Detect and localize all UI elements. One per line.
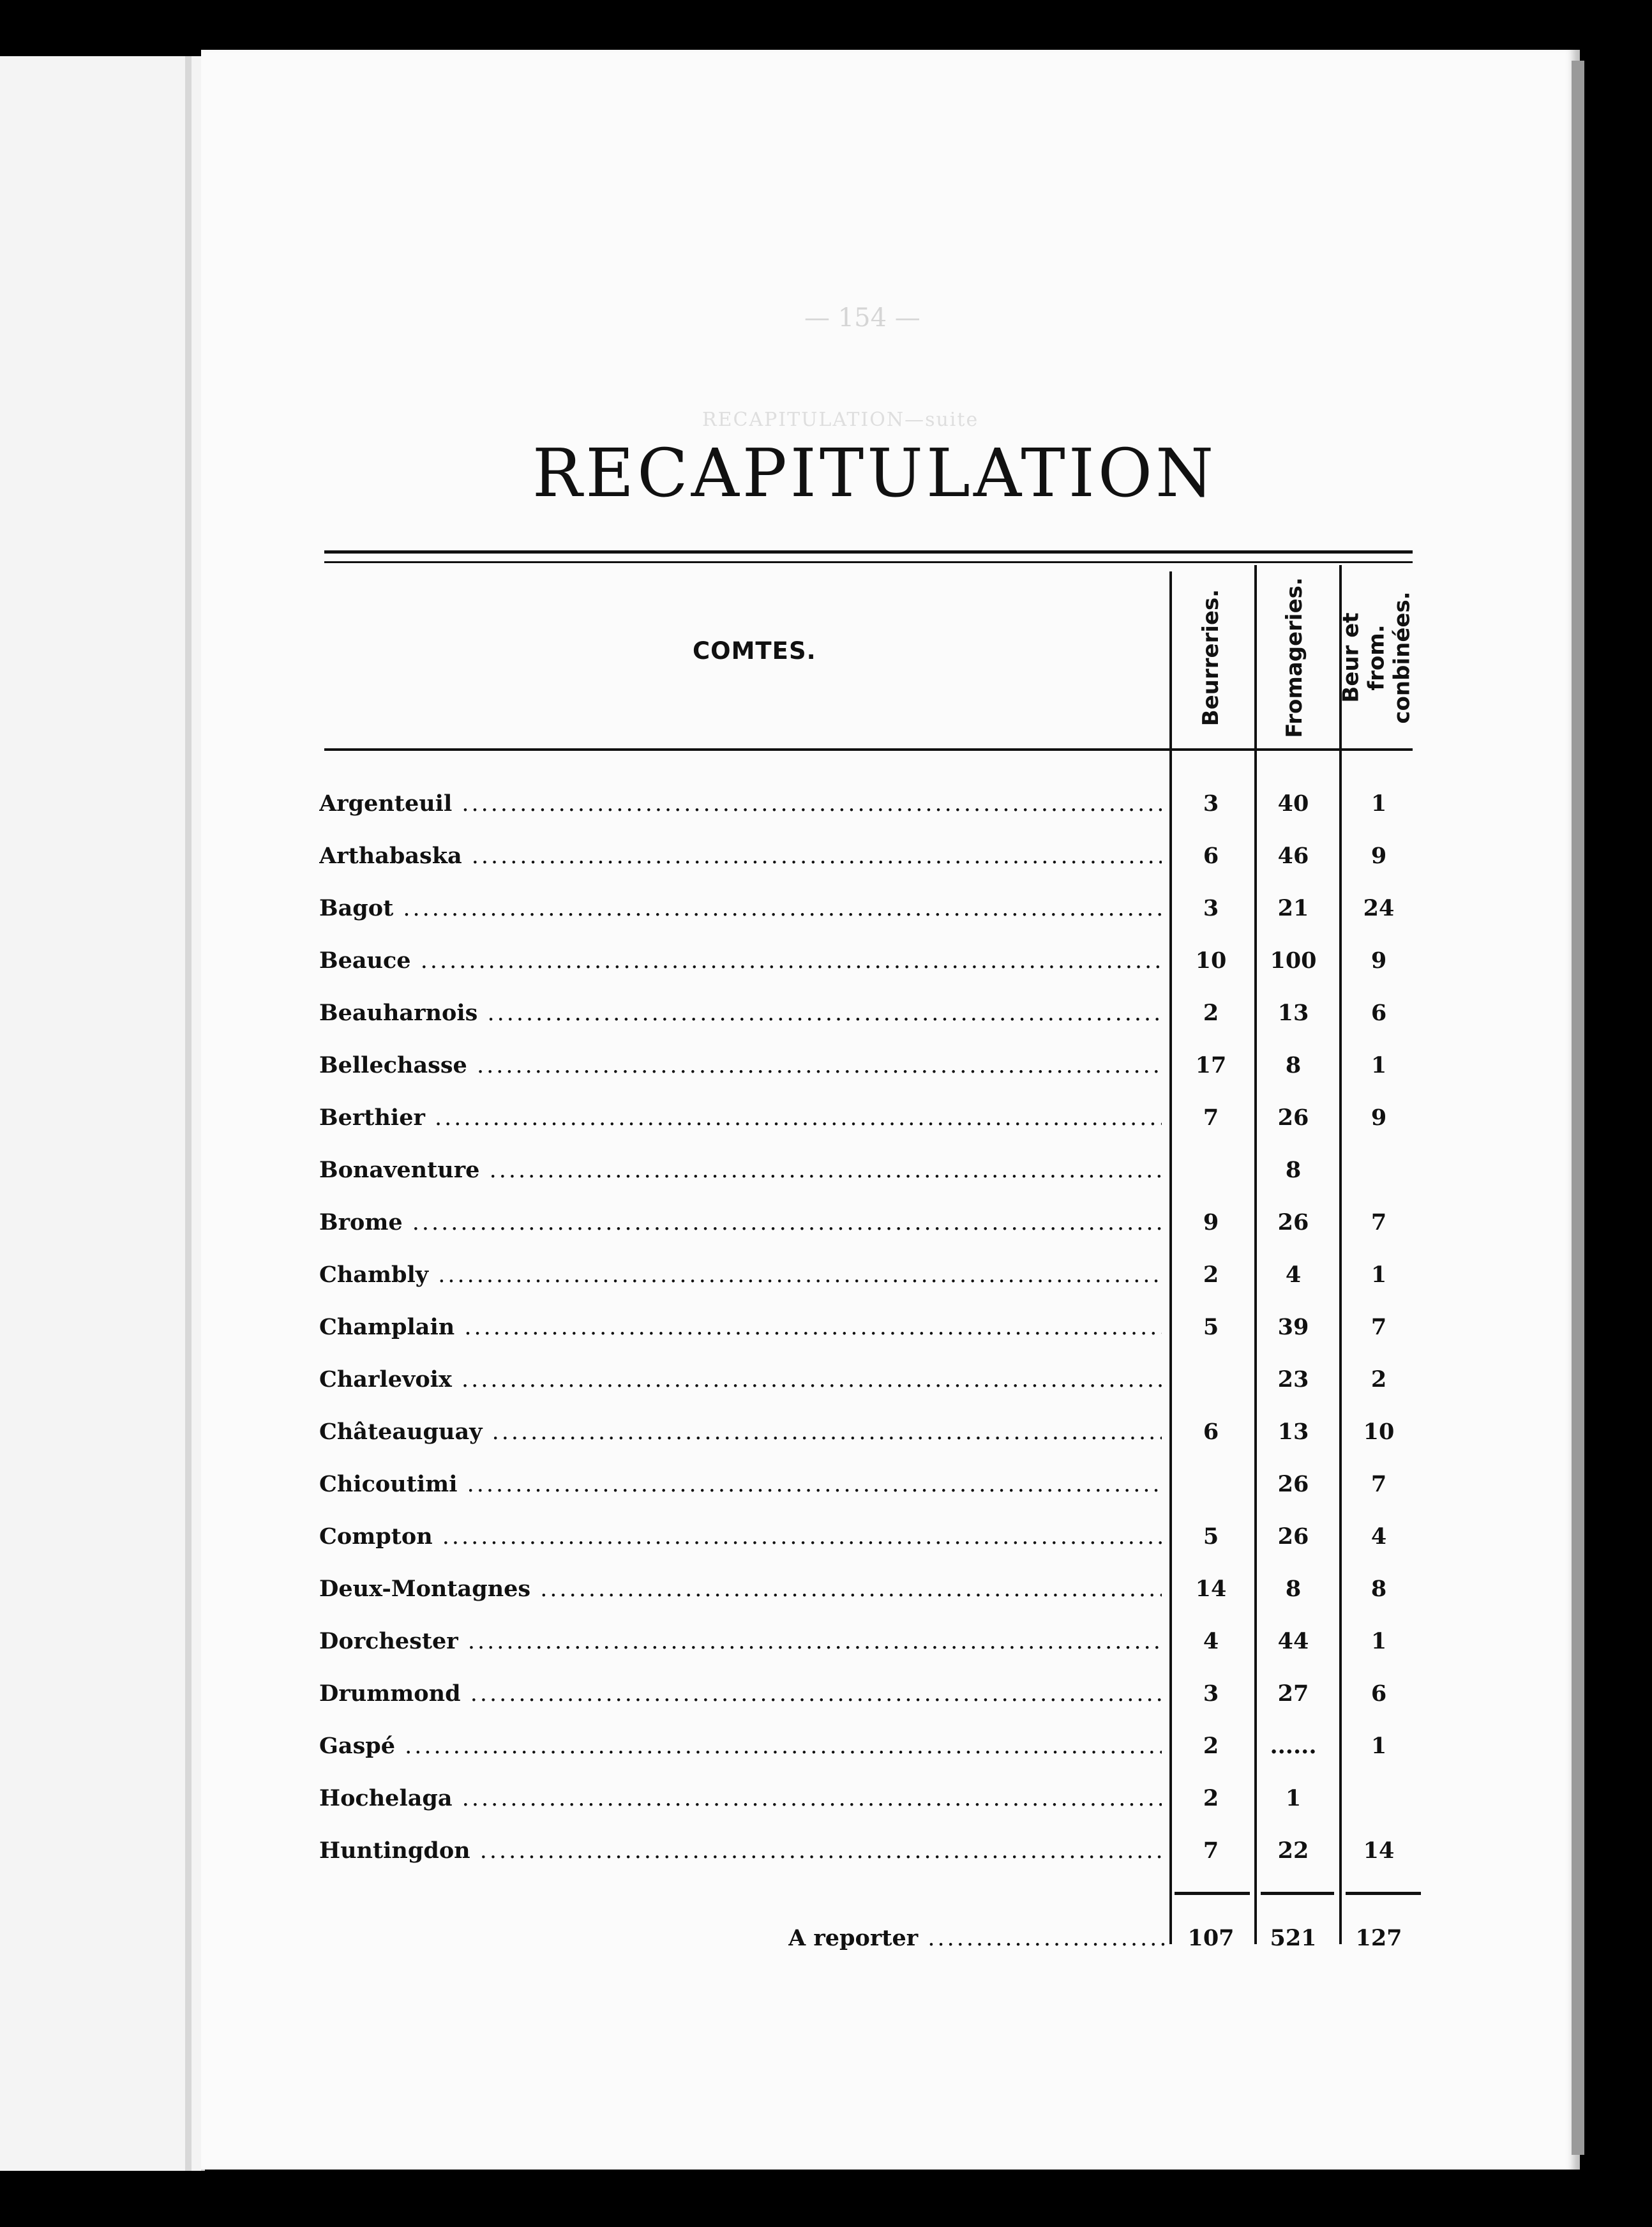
beurreries-value: 9 <box>1203 1209 1219 1235</box>
bleed-through-page-number: — 154 — <box>804 303 920 333</box>
table-row <box>319 1564 1423 1617</box>
row-header-comtes: COMTES. <box>693 637 816 665</box>
table-row <box>319 1145 1423 1198</box>
beurreries-value: 6 <box>1203 843 1219 869</box>
title-double-rule <box>324 550 1413 563</box>
county-name: Bellechasse ..... <box>319 1052 1162 1078</box>
fromageries-value: 8 <box>1285 1576 1302 1602</box>
total-fromageries: 521 <box>1270 1925 1317 1951</box>
beurreries-value: 7 <box>1203 1838 1219 1864</box>
table-body <box>319 779 1423 1878</box>
page-gutter <box>185 56 191 2171</box>
fromageries-value: 40 <box>1277 790 1309 817</box>
page-title: RECAPITULATION <box>532 434 1217 512</box>
combinees-value: 1 <box>1370 1628 1387 1654</box>
combinees-value: 10 <box>1363 1419 1395 1445</box>
total-combinees: 127 <box>1355 1925 1402 1951</box>
beurreries-value: 2 <box>1203 1000 1219 1026</box>
combinees-value: 14 <box>1363 1838 1395 1864</box>
county-name: Gaspé ..... <box>319 1733 1162 1759</box>
sum-rule-2 <box>1261 1892 1334 1895</box>
fromageries-value: 13 <box>1277 1000 1309 1026</box>
table-row <box>319 1460 1423 1512</box>
table-row <box>319 831 1423 884</box>
county-name: Argenteuil ..... <box>319 790 1162 817</box>
fromageries-value: 4 <box>1285 1262 1302 1288</box>
county-name: Drummond ..... <box>319 1680 1162 1707</box>
county-name: Châteauguay ..... <box>319 1419 1162 1445</box>
column-header-fromageries-text: Fromageries. <box>1282 577 1307 738</box>
combinees-value: 1 <box>1370 1733 1387 1759</box>
fromageries-value: ...... <box>1270 1733 1317 1759</box>
county-name: Berthier ..... <box>319 1105 1162 1131</box>
beurreries-value: 14 <box>1195 1576 1227 1602</box>
fromageries-value: 21 <box>1277 895 1309 921</box>
beurreries-value: 4 <box>1203 1628 1219 1654</box>
combinees-value: 2 <box>1370 1366 1387 1393</box>
county-name: Compton ..... <box>319 1523 1162 1550</box>
left-page-margin <box>0 56 205 2171</box>
county-name: Beauce ..... <box>319 947 1162 974</box>
county-name: Chambly ..... <box>319 1262 1162 1288</box>
county-name: Arthabaska ..... <box>319 843 1162 869</box>
table-row <box>319 1198 1423 1250</box>
beurreries-value: 2 <box>1203 1733 1219 1759</box>
beurreries-value: 5 <box>1203 1523 1219 1550</box>
column-header-beurreries-text: Beurreries. <box>1198 589 1224 727</box>
county-name: Bonaventure ..... <box>319 1157 1162 1183</box>
beurreries-value: 3 <box>1203 895 1219 921</box>
bleed-through-header: RECAPITULATION—suite <box>702 409 979 431</box>
fromageries-value: 44 <box>1277 1628 1309 1654</box>
beurreries-value: 7 <box>1203 1105 1219 1131</box>
combinees-value: 7 <box>1370 1314 1387 1340</box>
table-row <box>319 1302 1423 1355</box>
page-edge-shadow <box>1572 61 1584 2155</box>
county-name: Deux-Montagnes ..... <box>319 1576 1162 1602</box>
beurreries-value: 2 <box>1203 1262 1219 1288</box>
table-row <box>319 1721 1423 1774</box>
combinees-value: 1 <box>1370 1262 1387 1288</box>
fromageries-value: 26 <box>1277 1209 1309 1235</box>
combinees-value: 8 <box>1370 1576 1387 1602</box>
combinees-value: 7 <box>1370 1209 1387 1235</box>
table-row <box>319 1407 1423 1460</box>
combinees-value: 9 <box>1370 947 1387 974</box>
table-row <box>319 1093 1423 1145</box>
beurreries-value: 3 <box>1203 1680 1219 1707</box>
sum-rule-1 <box>1175 1892 1250 1895</box>
column-header-fromageries <box>1253 565 1336 750</box>
fromageries-value: 100 <box>1270 947 1317 974</box>
county-name: Champlain ..... <box>319 1314 1162 1340</box>
column-header-combinees-text: Beur et from. conbinées. <box>1339 591 1415 724</box>
column-header-beurreries <box>1169 565 1252 750</box>
table-row <box>319 1512 1423 1564</box>
county-name: Beauharnois ..... <box>319 1000 1162 1026</box>
fromageries-value: 27 <box>1277 1680 1309 1707</box>
combinees-value: 9 <box>1370 843 1387 869</box>
table-row <box>319 1250 1423 1302</box>
fromageries-value: 26 <box>1277 1523 1309 1550</box>
beurreries-value: 3 <box>1203 790 1219 817</box>
beurreries-value: 10 <box>1195 947 1227 974</box>
fromageries-value: 26 <box>1277 1105 1309 1131</box>
county-name: Chicoutimi ..... <box>319 1471 1162 1497</box>
table-row <box>319 936 1423 988</box>
combinees-value: 4 <box>1370 1523 1387 1550</box>
fromageries-value: 13 <box>1277 1419 1309 1445</box>
county-name: Hochelaga ..... <box>319 1785 1162 1811</box>
fromageries-value: 46 <box>1277 843 1309 869</box>
table-row <box>319 988 1423 1041</box>
table-row <box>319 884 1423 936</box>
fromageries-value: 26 <box>1277 1471 1309 1497</box>
beurreries-value: 6 <box>1203 1419 1219 1445</box>
county-name: Huntingdon ..... <box>319 1838 1162 1864</box>
beurreries-value: 5 <box>1203 1314 1219 1340</box>
combinees-value: 24 <box>1363 895 1395 921</box>
county-name: Dorchester ..... <box>319 1628 1162 1654</box>
combinees-value: 6 <box>1370 1680 1387 1707</box>
beurreries-value: 2 <box>1203 1785 1219 1811</box>
fromageries-value: 1 <box>1285 1785 1302 1811</box>
table-row <box>319 1617 1423 1669</box>
table-row <box>319 1774 1423 1826</box>
column-header-combinees <box>1335 565 1418 750</box>
table-row <box>319 1826 1423 1878</box>
fromageries-value: 22 <box>1277 1838 1309 1864</box>
combinees-value: 7 <box>1370 1471 1387 1497</box>
table-row <box>319 1355 1423 1407</box>
combinees-value: 9 <box>1370 1105 1387 1131</box>
combinees-value: 1 <box>1370 790 1387 817</box>
total-row <box>319 1925 1423 1976</box>
combinees-value: 6 <box>1370 1000 1387 1026</box>
county-name: Brome ..... <box>319 1209 1162 1235</box>
fromageries-value: 8 <box>1285 1052 1302 1078</box>
fromageries-value: 23 <box>1277 1366 1309 1393</box>
sum-rule-3 <box>1346 1892 1421 1895</box>
combinees-value: 1 <box>1370 1052 1387 1078</box>
fromageries-value: 8 <box>1285 1157 1302 1183</box>
fromageries-value: 39 <box>1277 1314 1309 1340</box>
county-name: Charlevoix ..... <box>319 1366 1162 1393</box>
total-label: A reporter ..... <box>788 1925 1165 1951</box>
table-row <box>319 1041 1423 1093</box>
header-rule <box>324 748 1413 751</box>
beurreries-value: 17 <box>1195 1052 1227 1078</box>
table-row <box>319 779 1423 831</box>
county-name: Bagot ..... <box>319 895 1162 921</box>
total-beurreries: 107 <box>1187 1925 1235 1951</box>
table-row <box>319 1669 1423 1721</box>
